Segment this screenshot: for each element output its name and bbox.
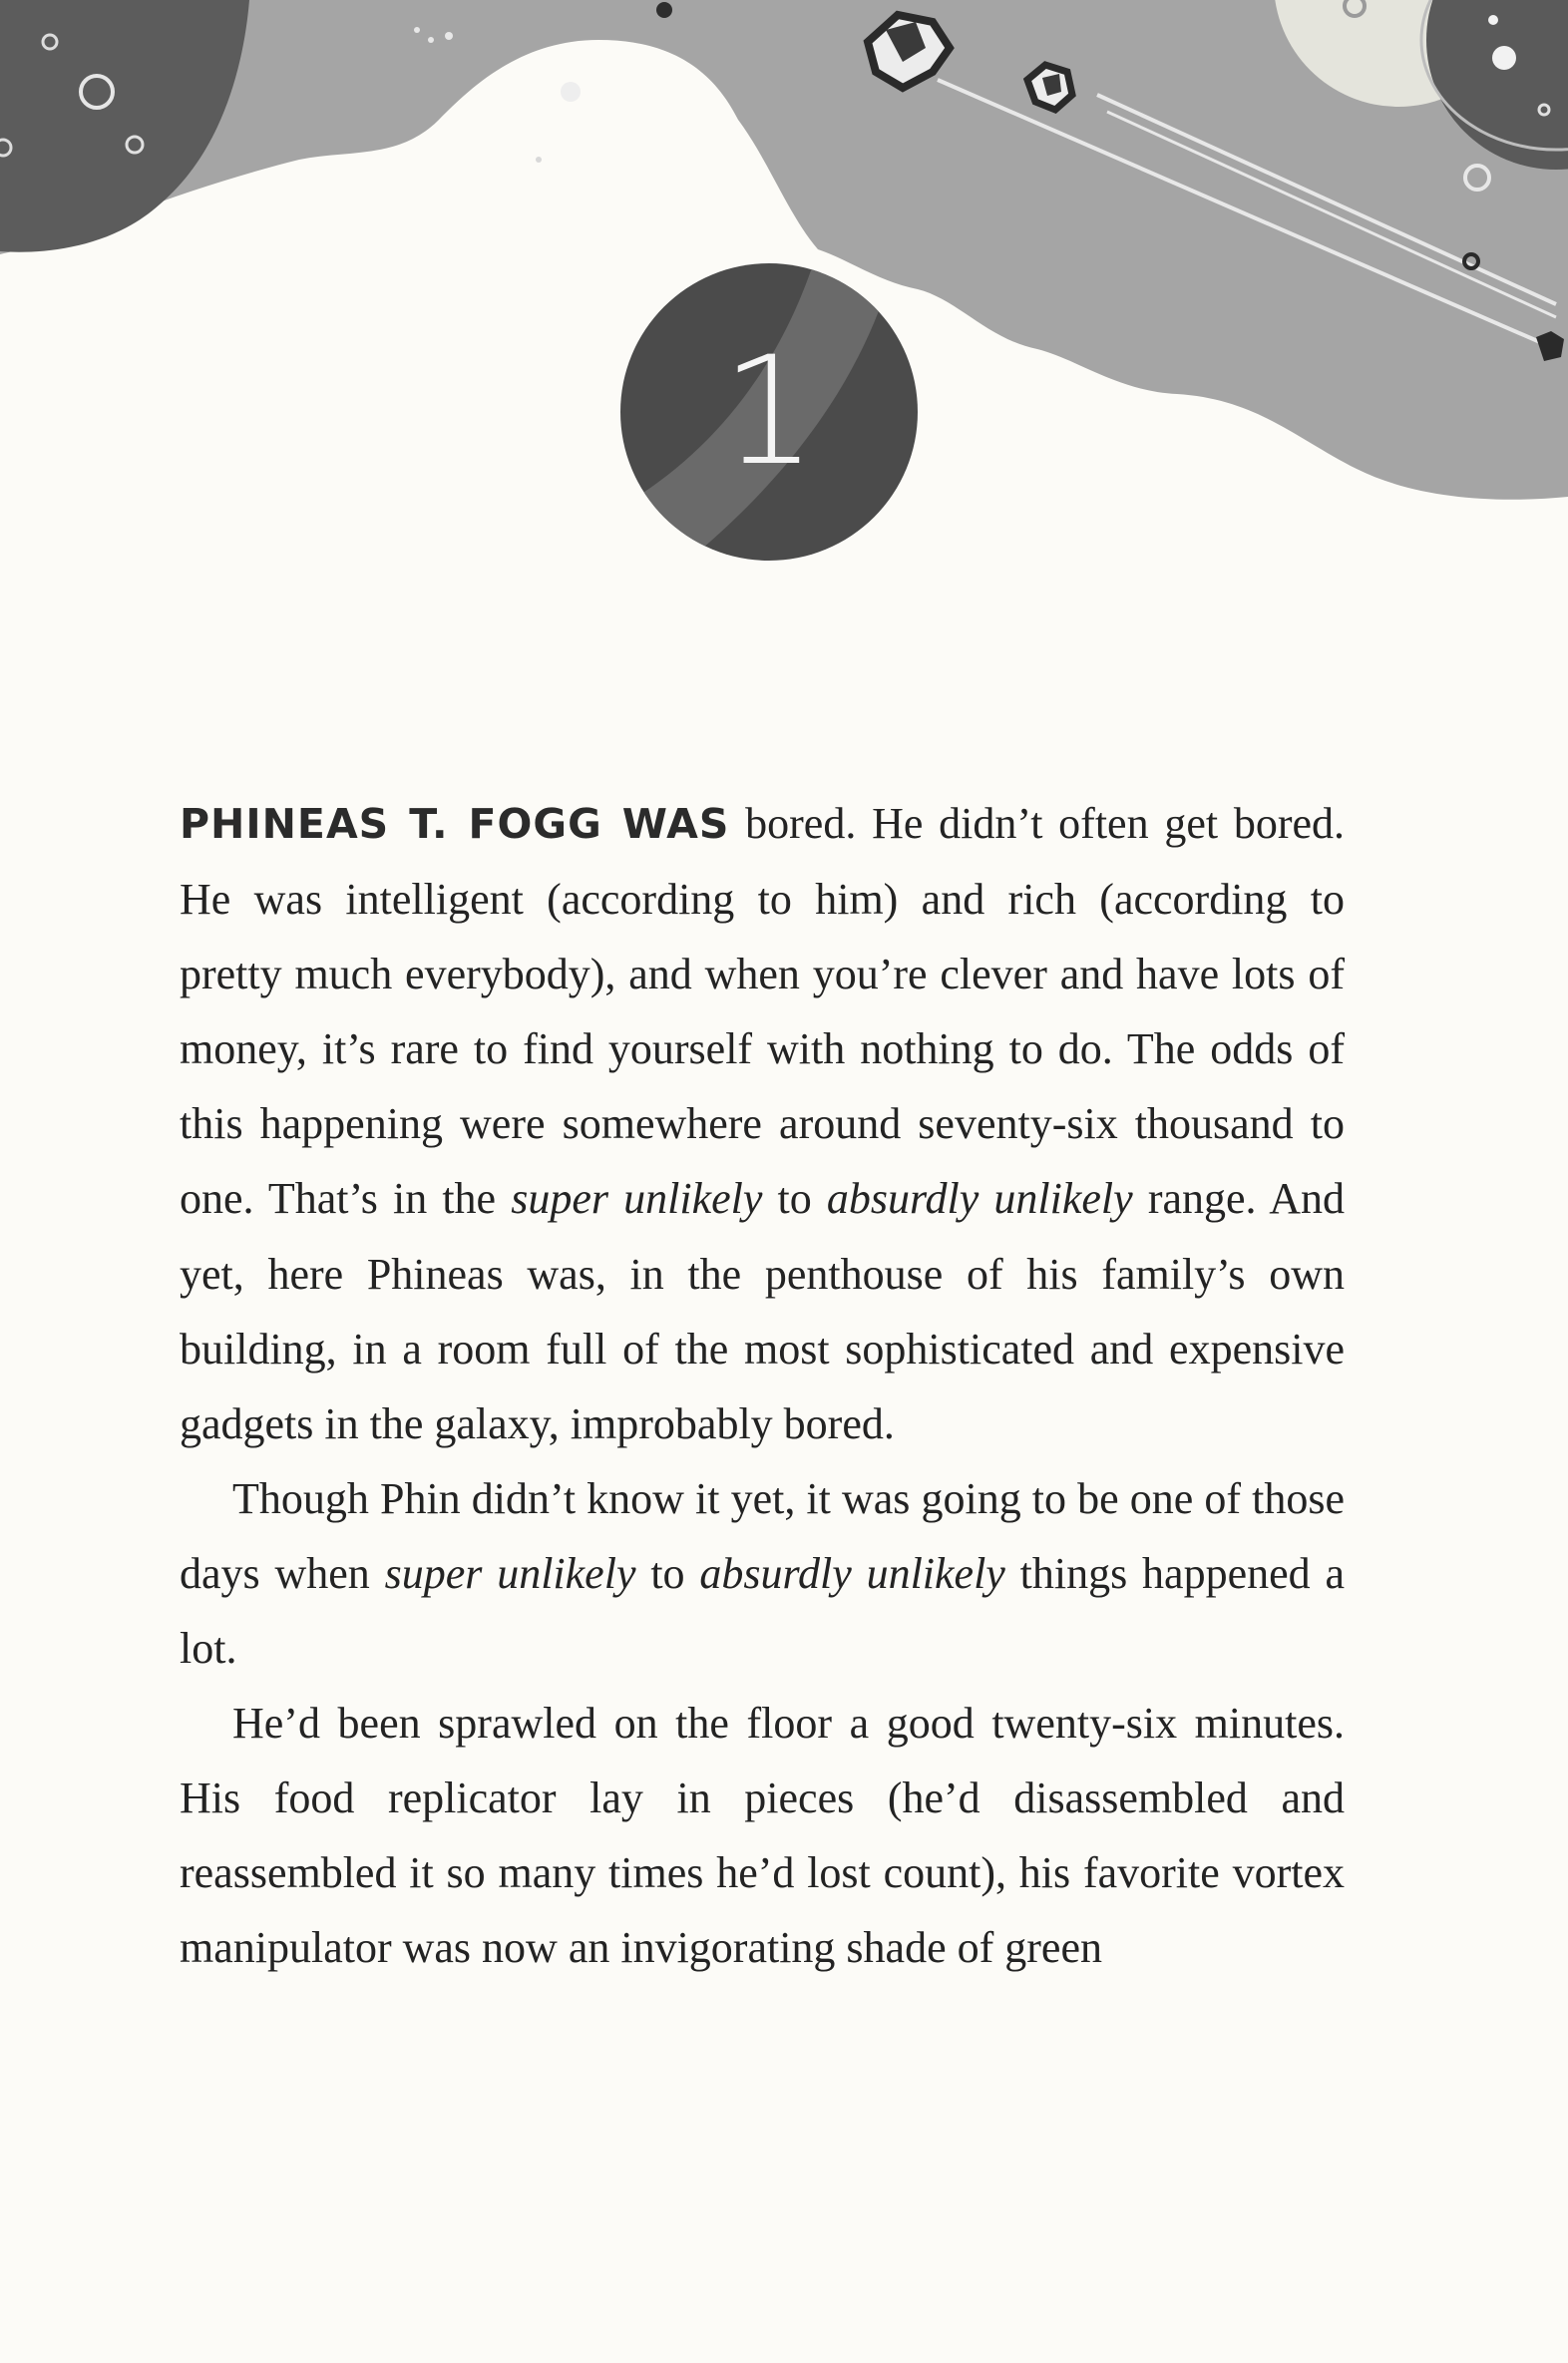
asteroid-2 <box>1027 65 1072 110</box>
italic-run: absurdly unlikely <box>826 1174 1133 1224</box>
text-run: range. And yet, here Phineas was, in the penthouse of his family’s own building, in a room full of the most sophisticated and expensive gadgets in the galaxy, improbably bored. <box>180 1174 1346 1448</box>
planet-top-left <box>0 0 249 252</box>
text-run: He’d been sprawled on the floor a good twenty-six minutes. His food replicator lay in pieces (he’d disassembled and reassembled it so many times he’d lost count), his favorite vortex manipulator was now an invigorating shade of green <box>180 1699 1345 1973</box>
text-run: bored. He didn’t often get bored. He was intelligent (according to him) and rich (according to pretty much everybody), and when you’re clever and have lots of money, it’s rare to find yourself with nothing to do. The odds of this happening were somewhere around seventy-six thousand to one. That’s in the <box>180 799 1345 1224</box>
text-run: Though Phin didn’t know it yet, it was going to be one of those days when <box>180 1473 1345 1598</box>
text-run: things happened a lot. <box>180 1548 1345 1674</box>
paragraph-3 <box>180 1686 1345 1985</box>
text-run: to <box>650 1548 685 1598</box>
italic-run: absurdly unlikely <box>699 1548 1005 1598</box>
paragraph-1 <box>180 786 1345 1461</box>
text-run: to <box>777 1174 812 1224</box>
lead-in-caps: PHINEAS T. FOGG WAS <box>180 800 730 848</box>
chapter-body <box>180 786 1345 1986</box>
chapter-number: 1 <box>721 325 817 499</box>
italic-run: super unlikely <box>511 1174 763 1224</box>
italic-run: super unlikely <box>384 1548 636 1598</box>
paragraph-2 <box>180 1461 1345 1686</box>
